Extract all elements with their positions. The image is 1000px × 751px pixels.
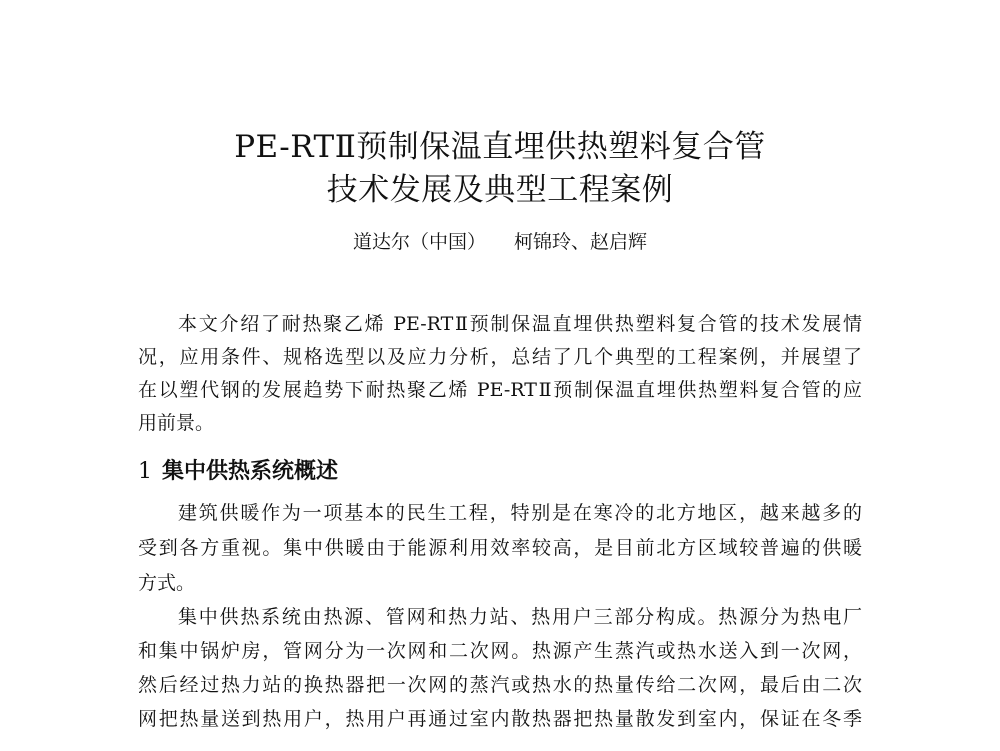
section-number: 1 [138,459,152,484]
author-affiliation: 道达尔（中国） [352,231,486,253]
abstract-line: 用前景。 [138,412,215,434]
paragraph-line: 网把热量送到热用户，热用户再通过室内散热器把热量散发到室内，保证在冬季 [138,708,862,730]
section-title: 集中供热系统概述 [162,458,339,484]
paragraph-line: 和集中锅炉房，管网分为一次网和二次网。热源产生蒸汽或热水送入到一次网， [138,640,862,662]
document-title-line-1: PE-RTⅡ预制保温直埋供热塑料复合管 [234,129,766,165]
paragraph-line: 建筑供暖作为一项基本的民生工程，特别是在寒冷的北方地区，越来越多的 [178,502,862,524]
paragraph-line: 方式。 [138,572,196,594]
abstract-line: 况，应用条件、规格选型以及应力分析，总结了几个典型的工程案例，并展望了 [138,346,862,368]
section-heading [138,456,338,487]
document-title-line-2: 技术发展及典型工程案例 [326,172,674,208]
author-names: 柯锦玲、赵启辉 [514,231,648,253]
author-line [0,229,1000,255]
paragraph-line: 受到各方重视。集中供暖由于能源利用效率较高，是目前北方区域较普遍的供暖 [138,537,862,559]
abstract-line: 在以塑代钢的发展趋势下耐热聚乙烯 PE-RTⅡ预制保温直埋供热塑料复合管的应 [138,379,862,401]
paragraph-line: 然后经过热力站的换热器把一次网的蒸汽或热水的热量传给二次网，最后由二次 [138,674,862,696]
paragraph-line: 集中供热系统由热源、管网和热力站、热用户三部分构成。热源分为热电厂 [178,606,862,628]
abstract-line: 本文介绍了耐热聚乙烯 PE-RTⅡ预制保温直埋供热塑料复合管的技术发展情 [178,313,862,335]
